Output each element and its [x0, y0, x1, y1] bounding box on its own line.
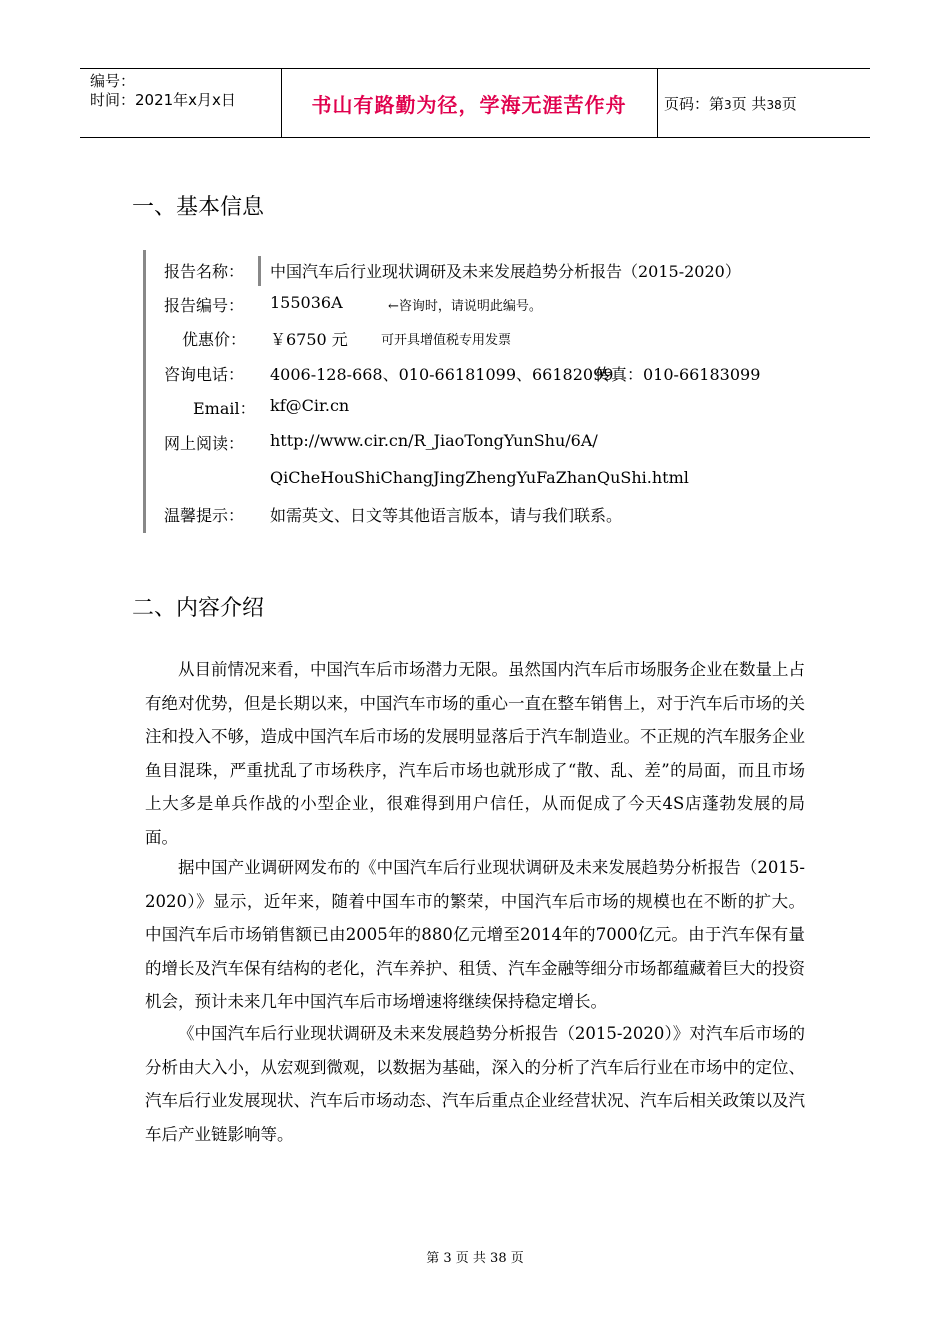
section-title-content-intro: 二、内容介绍	[132, 596, 265, 621]
info-block-bar	[143, 250, 146, 533]
page-footer: 第 3 页 共 38 页	[426, 1251, 524, 1266]
online-link-line-1[interactable]: http://www.cir.cn/R_JiaoTongYunShu/6A/	[270, 431, 598, 450]
report-no-note: ←咨询时，请说明此编号。	[388, 299, 542, 314]
value-report-no: 155036A	[270, 293, 343, 312]
header-motto: 书山有路勤为径，学海无涯苦作舟	[311, 93, 627, 117]
report-name-marker	[258, 256, 261, 286]
header-meta	[90, 72, 236, 110]
page-header	[80, 68, 870, 138]
intro-paragraph-1: 从目前情况来看，中国汽车后市场潜力无限。虽然国内汽车后市场服务企业在数量上占有绝对优势，但是长期以来，中国汽车市场的重心一直在整车销售上，对于汽车后市场的关注和投入不够，造成中国汽车后市场的发展明显落后于汽车制造业。不正规的汽车服务企业鱼目混珠，严重扰乱了市场秩序，汽车后市场也就形成了“散、乱、差”的局面，而且市场上大多是单兵作战的小型企业，很难得到用户信任，从而促成了今天4S店蓬勃发展的局面。	[145, 660, 805, 847]
label-tip: 温馨提示：	[164, 506, 245, 525]
value-fax: 传真：010-66183099	[595, 365, 761, 384]
label-price: 优惠价：	[182, 330, 247, 349]
page-total: 38	[766, 98, 782, 112]
value-phone: 4006-128-668、010-66181099、66182099	[270, 365, 614, 384]
header-number: 编号：	[90, 72, 136, 90]
label-online: 网上阅读：	[164, 434, 245, 453]
section-title-basic-info: 一、基本信息	[132, 195, 265, 220]
price-note: 可开具增值税专用发票	[381, 333, 512, 348]
label-report-no: 报告编号：	[164, 296, 245, 315]
header-divider	[657, 69, 658, 137]
value-report-name: 中国汽车后行业现状调研及未来发展趋势分析报告（2015-2020）	[270, 262, 741, 281]
page-suffix: 页	[781, 95, 797, 113]
intro-paragraph-3: 《中国汽车后行业现状调研及未来发展趋势分析报告（2015-2020）》对汽车后市场的分析由大入小，从宏观到微观，以数据为基础，深入的分析了汽车后行业在市场中的定位、汽车后行业发展现状、汽车后市场动态、汽车后重点企业经营状况、汽车后相关政策以及汽车后产业链影响等。	[145, 1024, 805, 1144]
value-tip: 如需英文、日文等其他语言版本，请与我们联系。	[270, 506, 623, 525]
page-prefix: 页码：第	[664, 95, 725, 113]
page-current: 3	[724, 98, 732, 112]
label-email: Email：	[193, 399, 256, 418]
online-link-line-2[interactable]: QiCheHouShiChangJingZhengYuFaZhanQuShi.html	[270, 468, 689, 487]
intro-paragraph-2: 据中国产业调研网发布的《中国汽车后行业现状调研及未来发展趋势分析报告（2015-2020）》显示，近年来，随着中国车市的繁荣，中国汽车后市场的规模也在不断的扩大。中国汽车后市场销售额已由2005年的880亿元增至2014年的7000亿元。由于汽车保有量的增长及汽车保有结构的老化，汽车养护、租赁、汽车金融等细分市场都蕴藏着巨大的投资机会，预计未来几年中国汽车后市场增速将继续保持稳定增长。	[145, 858, 805, 1012]
header-time: 时间：2021年x月x日	[90, 91, 236, 109]
page-mid: 页 共	[731, 95, 767, 113]
header-page-number	[664, 93, 797, 114]
value-price: ￥6750 元	[270, 330, 348, 349]
value-email[interactable]: kf@Cir.cn	[270, 396, 350, 415]
label-phone: 咨询电话：	[164, 365, 245, 384]
label-report-name: 报告名称：	[164, 262, 245, 281]
